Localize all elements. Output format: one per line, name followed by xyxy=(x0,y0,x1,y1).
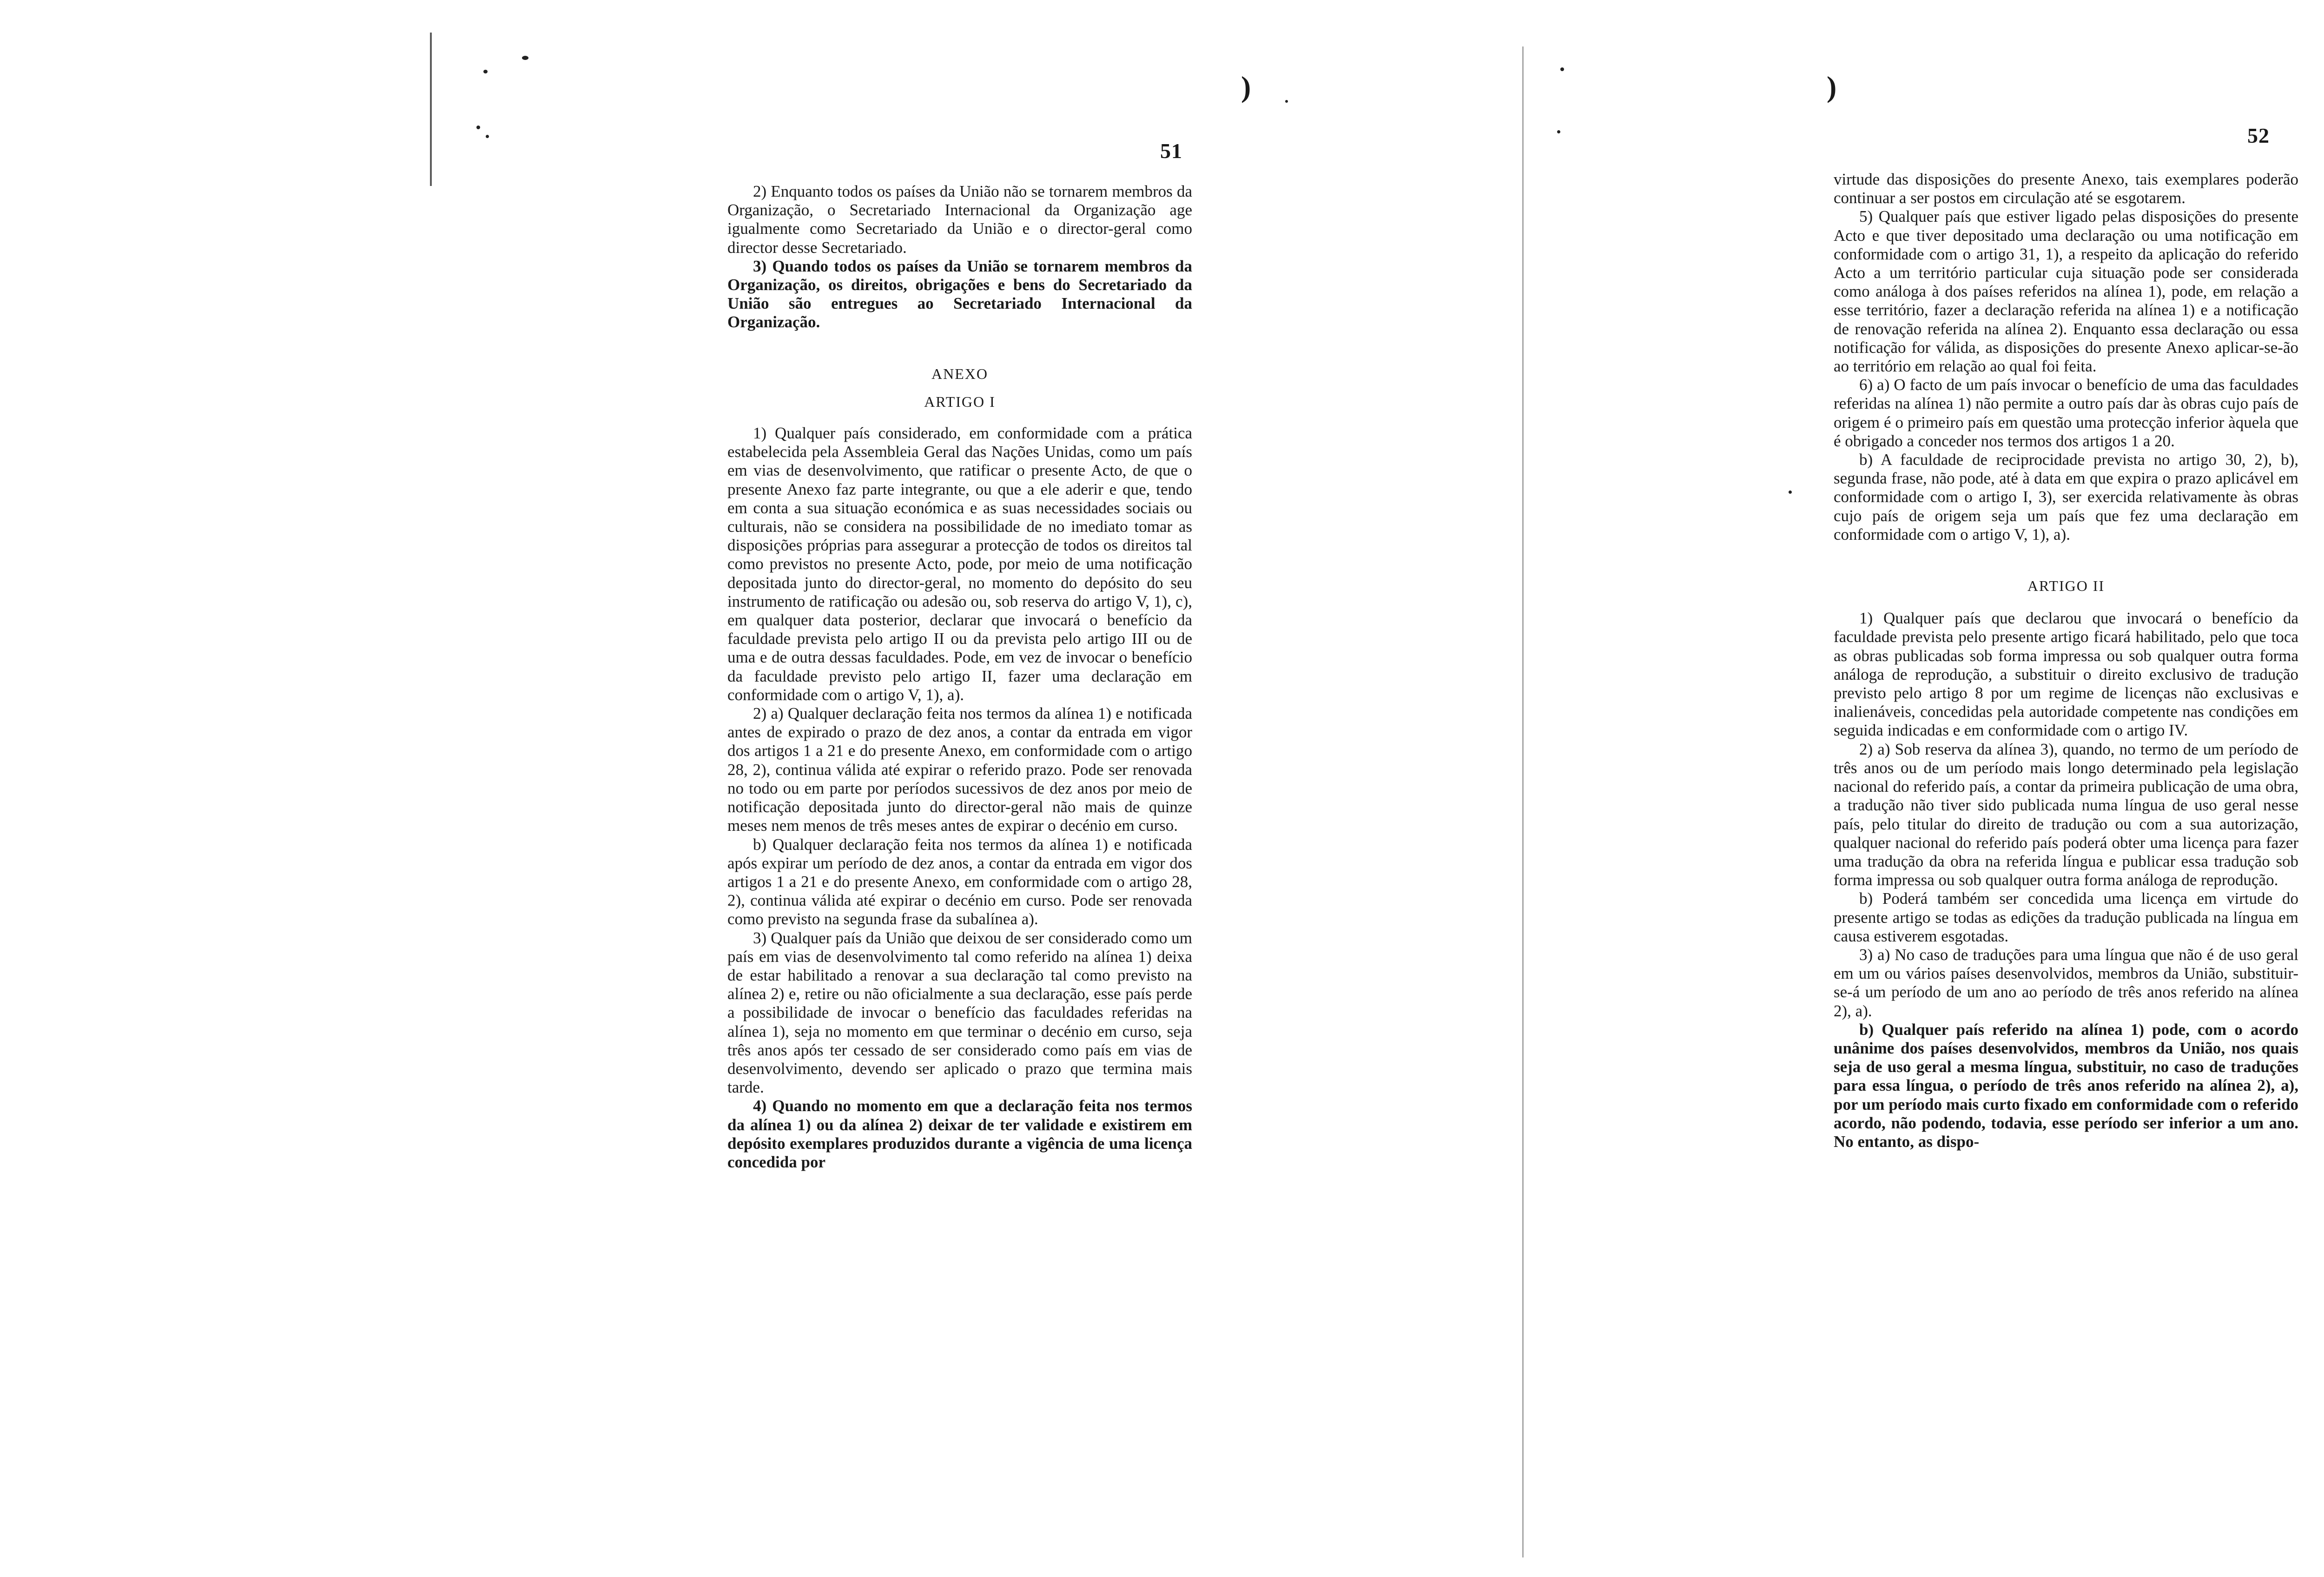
right-page-column xyxy=(1834,170,2298,1151)
article-paragraph: 2) a) Sob reserva da alínea 3), quando, no termo de um período de três anos ou de um período mais longo determinado pela legislação nacional do referido país, a contar da primeira publicação de uma obra, a tradução não tiver sido publicada numa língua de uso geral nesse país, pelo titular do direito de tradução ou com a sua autorização, qualquer nacional do referido país poderá obter uma licença para fazer uma tradução da obra na referida língua e publicar essa tradução sob forma impressa ou sob qualquer outra forma análoga de reprodução. xyxy=(1834,740,2298,889)
continuation-paragraph: virtude das disposições do presente Anexo, tais exemplares poderão continuar a ser postos em circulação até se esgotarem. xyxy=(1834,170,2298,207)
annex-title: ANEXO xyxy=(931,365,988,382)
scan-speck xyxy=(1285,100,1288,103)
scan-speck xyxy=(476,126,480,129)
article-paragraph: b) A faculdade de reciprocidade prevista no artigo 30, 2), b), segunda frase, não pode, até à data em que expira o prazo aplicável em conformidade com o artigo I, 3), ser exercida relativamente às obras cujo país de origem seja um país que fez uma declaração em conformidade com o artigo V, 1), a). xyxy=(1834,451,2298,543)
page-edge-mark xyxy=(430,33,432,186)
scan-speck xyxy=(522,56,528,60)
page-number-right: 52 xyxy=(2247,124,2270,147)
left-page-column xyxy=(727,182,1192,1172)
article-paragraph: 1) Qualquer país considerado, em conformidade com a prática estabelecida pela Assembleia Geral das Nações Unidas, como um país em vias de desenvolvimento, que ratificar o presente Acto, de que o presente Anexo faz parte integrante, ou que a ele aderir e que, tendo em conta a sua situação económica e as suas necessidades sociais ou culturais, não se considera na possibilidade de no imediato tomar as disposições próprias para assegurar a protecção de todos os direitos tal como previstos no presente Acto, pode, por meio de uma notificação depositada junto do director-geral, no momento do depósito do seu instrumento de ratificação ou adesão ou, sob reserva do artigo V, 1), c), em qualquer data posterior, declarar que invocará o benefício da faculdade prevista pelo artigo II ou da prevista pelo artigo III ou de uma e de outra dessas faculdades. Pode, em vez de invocar o benefício da faculdade previsto pelo artigo II, fazer uma declaração em conformidade com o artigo V, 1), a). xyxy=(727,424,1192,704)
article-paragraph: 3) Qualquer país da União que deixou de ser considerado como um país em vias de desenvolvimento tal como referido na alínea 1) deixa de estar habilitado a renovar a sua declaração tal como previsto na alínea 2) e, retire ou não oficialmente a sua declaração, esse país perde a possibilidade de invocar o benefício das faculdades referidas na alínea 1), seja no momento em que terminar o decénio em curso, seja três anos após ter cessado de ser considerado como país em vias de desenvolvimento, devendo ser aplicado o prazo que termina mais tarde. xyxy=(727,928,1192,1097)
article-paragraph: 6) a) O facto de um país invocar o benefício de uma das faculdades referidas na alínea 1) não permite a outro país dar às obras cujo país de origem é o primeiro país em questão uma protecção inferior àquela que é obrigado a conceder nos termos dos artigos 1 a 20. xyxy=(1834,376,2298,450)
scan-speck xyxy=(1557,130,1560,133)
gutter-fold xyxy=(1522,46,1524,1557)
article-paragraph: b) Qualquer país referido na alínea 1) pode, com o acordo unânime dos países desenvolvidos, membros da União, nos quais seja de uso geral a mesma língua, substituir, no caso de traduções para essa língua, o período de três anos referido na alínea 2), a), por um período mais curto fixado em conformidade com o referido acordo, não podendo, todavia, esse período ser inferior a um ano. No entanto, as dispo- xyxy=(1834,1020,2298,1151)
top-mark-right: ) xyxy=(1827,70,1837,103)
page-number-left: 51 xyxy=(1160,139,1182,163)
scan-speck xyxy=(1789,490,1792,494)
intro-paragraph: 2) Enquanto todos os países da União não se tornarem membros da Organização, o Secretariado Internacional da Organização age igualmente como Secretariado da União e o director-geral como director desse Secretariado. xyxy=(727,182,1192,257)
article-paragraph: 4) Quando no momento em que a declaração feita nos termos da alínea 1) ou da alínea 2) deixar de ter validade e existirem em depósito exemplares produzidos durante a vigência de uma licença concedida por xyxy=(727,1097,1192,1171)
article-paragraph: 1) Qualquer país que declarou que invocará o benefício da faculdade prevista pelo presente artigo ficará habilitado, pelo que toca as obras publicadas sob forma impressa ou sob qualquer outra forma análoga de reprodução, a substituir o direito exclusivo de tradução previsto pelo artigo 8 por um regime de licenças não exclusivas e inalienáveis, concedidas pela autoridade competente nas condições em seguida indicadas e em conformidade com o artigo IV. xyxy=(1834,609,2298,740)
article-paragraph: 3) a) No caso de traduções para uma língua que não é de uso geral em um ou vários países desenvolvidos, membros da União, substituir-se-á um período de um ano ao período de três anos referido na alínea 2), a). xyxy=(1834,945,2298,1020)
intro-paragraph: 3) Quando todos os países da União se tornarem membros da Organização, os direitos, obrigações e bens do Secretariado da União são entregues ao Secretariado Internacional da Organização. xyxy=(727,257,1192,331)
scan-speck xyxy=(1560,67,1564,71)
article-paragraph: b) Poderá também ser concedida uma licença em virtude do presente artigo se todas as edições da tradução publicada na língua em causa estiverem esgotadas. xyxy=(1834,889,2298,945)
article-paragraph: b) Qualquer declaração feita nos termos da alínea 1) e notificada após expirar um período de dez anos, a contar da entrada em vigor dos artigos 1 a 21 e do presente Anexo, em conformidade com o artigo 28, 2), continua válida até expirar o decénio em curso. Pode ser renovada como previsto na segunda frase da subalínea a). xyxy=(727,835,1192,928)
top-mark-left: ) xyxy=(1241,70,1251,103)
article-title: ARTIGO I xyxy=(924,393,996,410)
scan-speck xyxy=(486,135,489,138)
scan-speck xyxy=(483,70,488,73)
article-title: ARTIGO II xyxy=(2027,577,2105,595)
article-paragraph: 2) a) Qualquer declaração feita nos termos da alínea 1) e notificada antes de expirado o prazo de dez anos, a contar da entrada em vigor dos artigos 1 a 21 e do presente Anexo, em conformidade com o artigo 28, 2), continua válida até expirar o referido prazo. Pode ser renovada no todo ou em parte por períodos sucessivos de dez anos por meio de notificação depositada junto do director-geral não mais de quinze meses nem menos de três meses antes de expirar o decénio em curso. xyxy=(727,704,1192,835)
article-paragraph: 5) Qualquer país que estiver ligado pelas disposições do presente Acto e que tiver depositado uma declaração ou uma notificação em conformidade com o artigo 31, 1), a respeito da aplicação do referido Acto a um território particular cuja situação pode ser considerada como análoga à dos países referidos na alínea 1), pode, em relação a esse território, fazer a declaração referida na alínea 1) e a notificação de renovação referida na alínea 2). Enquanto essa declaração ou essa notificação for válida, as disposições do presente Anexo aplicar-se-ão ao território em relação ao qual foi feita. xyxy=(1834,207,2298,376)
